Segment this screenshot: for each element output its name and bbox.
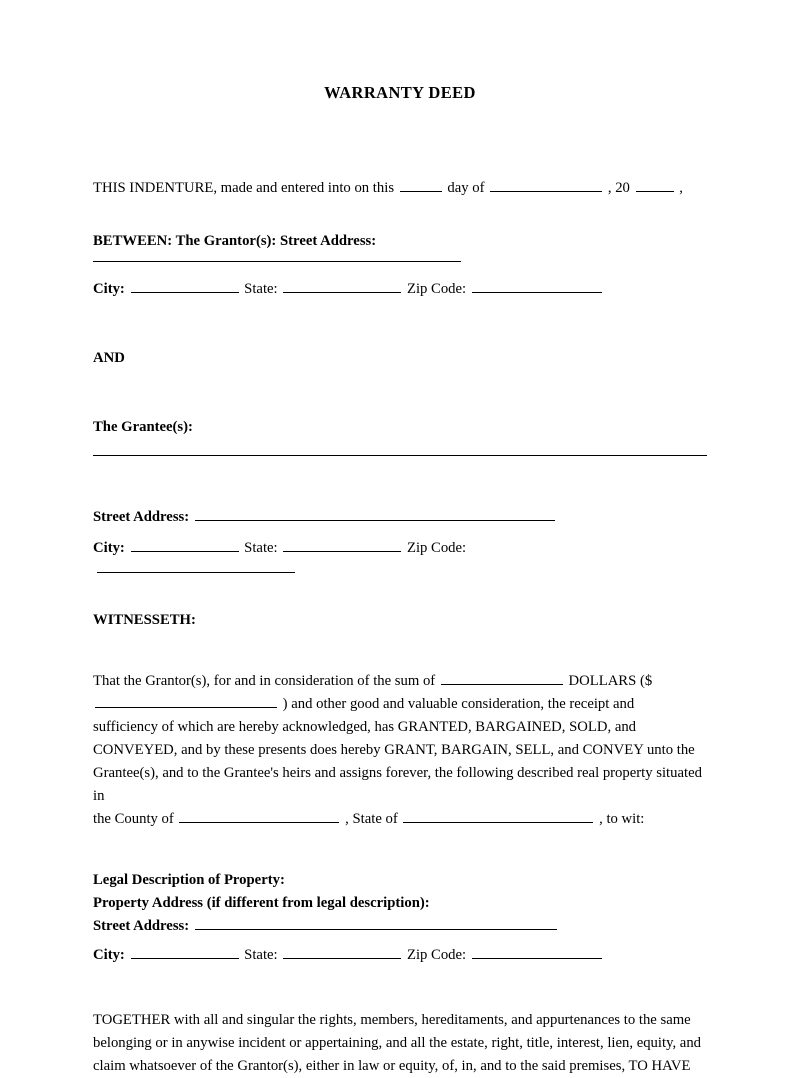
intro-text-before-day: THIS INDENTURE, made and entered into on this: [93, 180, 395, 196]
consideration-line-2: [93, 693, 707, 716]
grantee-city-state-zip-row: [93, 537, 707, 560]
legal-description-heading: Legal Description of Property:: [93, 872, 285, 888]
property-state-label: State:: [244, 947, 278, 963]
grantee-city-label: City:: [93, 540, 125, 556]
property-address-heading: Property Address (if different from legal description):: [93, 895, 430, 911]
grantor-zip-field[interactable]: [472, 279, 602, 293]
together-line-3: claim whatsoever of the Grantor(s), either in law or equity, of, in, and to the said premises, TO HAVE: [93, 1058, 691, 1074]
document-content: [93, 0, 707, 1078]
property-zip-label: Zip Code:: [406, 947, 467, 963]
state-field[interactable]: [403, 809, 593, 823]
property-street-label: Street Address:: [93, 918, 190, 934]
state-label: , State of: [345, 811, 398, 827]
together-line-2: belonging or in anywise incident or appertaining, and all the estate, right, title, interest, lien, equity, and: [93, 1035, 702, 1051]
grantor-zip-label: Zip Code:: [406, 281, 467, 297]
grantee-city-field[interactable]: [131, 538, 239, 552]
grantee-street-row: [93, 506, 707, 529]
page-title: WARRANTY DEED: [324, 83, 476, 102]
together-line-1: TOGETHER with all and singular the rights, members, hereditaments, and appurtenances to the same: [93, 1012, 691, 1028]
intro-text-comma-20: , 20: [607, 180, 630, 196]
year-blank-field[interactable]: [636, 178, 674, 192]
consideration-text-after: ) and other good and valuable consideration, the receipt and: [282, 696, 635, 712]
intro-text-trailing: ,: [679, 180, 683, 196]
grantee-street-field[interactable]: [195, 507, 555, 521]
consideration-amount-field[interactable]: [95, 694, 277, 708]
grantee-zip-label: Zip Code:: [406, 540, 467, 556]
property-street-field[interactable]: [195, 916, 557, 930]
intro-text-day-of: day of: [447, 180, 485, 196]
consideration-line-6: [93, 808, 707, 831]
grantor-state-field[interactable]: [283, 279, 401, 293]
consideration-line-4: CONVEYED, and by these presents does hereby GRANT, BARGAIN, SELL, and CONVEY unto the: [93, 742, 695, 758]
grantee-heading: The Grantee(s):: [93, 419, 193, 435]
indenture-intro-paragraph: [93, 177, 707, 200]
property-street-row: [93, 915, 707, 938]
grantor-heading: BETWEEN: The Grantor(s): Street Address:: [93, 233, 377, 249]
consideration-text-dollars: DOLLARS ($: [568, 673, 653, 689]
property-state-field[interactable]: [283, 945, 401, 959]
property-city-state-zip-row: [93, 944, 707, 967]
grantor-state-label: State:: [244, 281, 278, 297]
month-blank-field[interactable]: [490, 178, 602, 192]
property-city-label: City:: [93, 947, 125, 963]
grantor-city-label: City:: [93, 281, 125, 297]
consideration-line-3: sufficiency of which are hereby acknowledged, has GRANTED, BARGAINED, SOLD, and: [93, 719, 637, 735]
property-zip-field[interactable]: [472, 945, 602, 959]
and-label: AND: [93, 350, 125, 366]
consideration-line-1: [93, 670, 707, 693]
witnesseth-label: WITNESSETH:: [93, 612, 196, 628]
county-label: the County of: [93, 811, 174, 827]
consideration-text-before: That the Grantor(s), for and in consideration of the sum of: [93, 673, 436, 689]
grantee-state-field[interactable]: [283, 538, 401, 552]
grantee-street-label: Street Address:: [93, 509, 190, 525]
consideration-line-5: Grantee(s), and to the Grantee's heirs and assigns forever, the following described real property situated in: [93, 765, 702, 804]
grantee-state-label: State:: [244, 540, 278, 556]
grantor-city-field[interactable]: [131, 279, 239, 293]
property-city-field[interactable]: [131, 945, 239, 959]
day-blank-field[interactable]: [400, 178, 442, 192]
to-wit-label: , to wit:: [599, 811, 645, 827]
consideration-sum-field[interactable]: [441, 671, 563, 685]
grantor-city-state-zip-row: [93, 278, 707, 301]
county-field[interactable]: [179, 809, 339, 823]
